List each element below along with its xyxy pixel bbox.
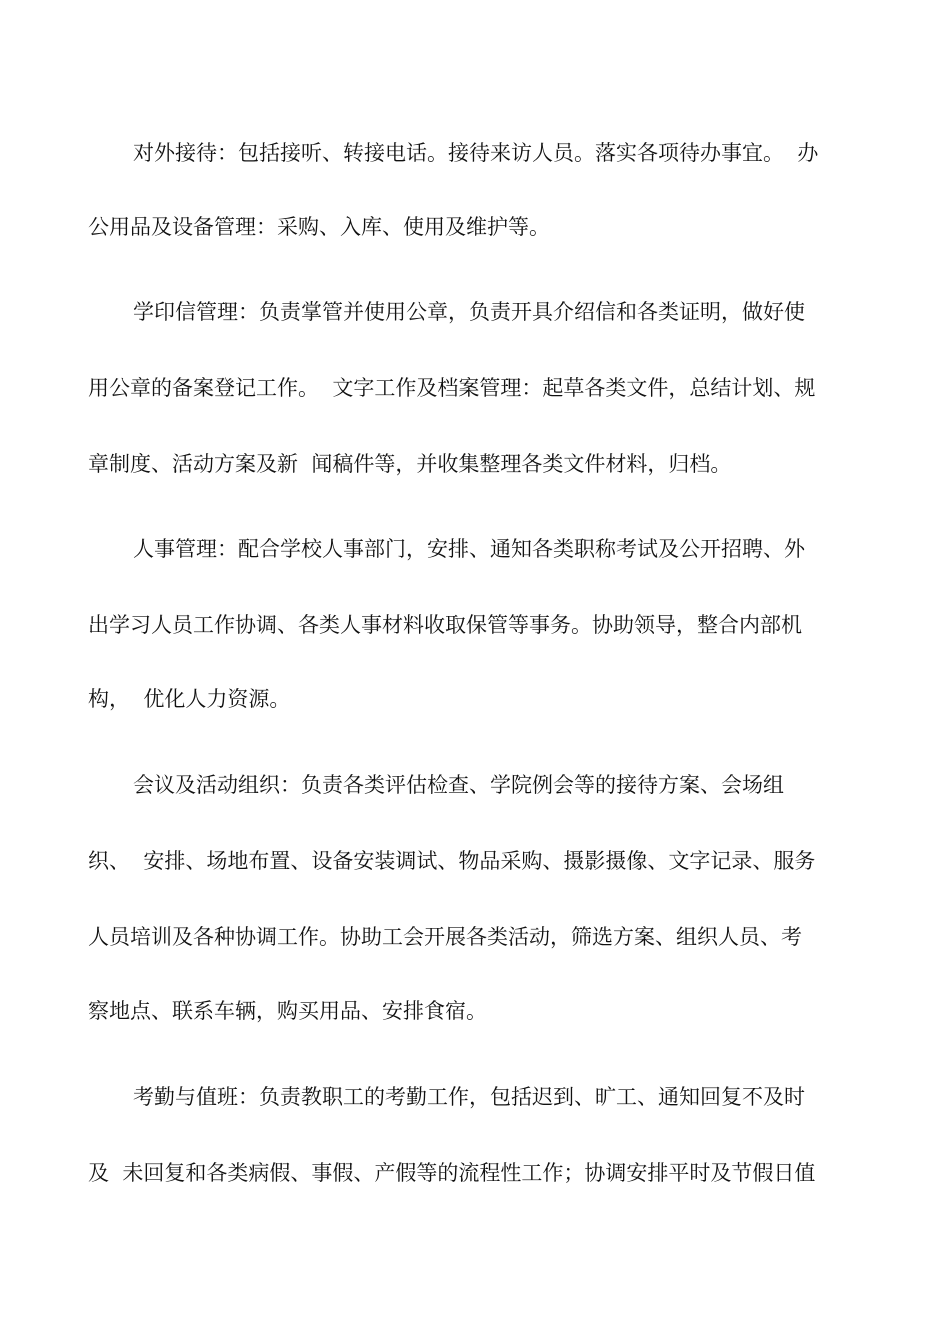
text-line: 用公章的备案登记工作。 文字工作及档案管理：起草各类文件，总结计划、规 [88,376,816,400]
text-line: 会议及活动组织：负责各类评估检查、学院例会等的接待方案、会场组 [133,773,784,797]
text-line: 对外接待：包括接听、转接电话。接待来访人员。落实各项待办事宜。 办 [133,141,819,165]
text-line: 构， 优化人力资源。 [88,687,291,711]
text-line: 出学习人员工作协调、各类人事材料收取保管等事务。协助领导，整合内部机 [88,613,802,637]
text-line: 人员培训及各种协调工作。协助工会开展各类活动，筛选方案、组织人员、考 [88,925,802,949]
text-line: 及 未回复和各类病假、事假、产假等的流程性工作；协调安排平时及节假日值 [88,1161,816,1185]
text-line: 公用品及设备管理：采购、入库、使用及维护等。 [88,215,550,239]
text-line: 学印信管理：负责掌管并使用公章，负责开具介绍信和各类证明，做好使 [133,300,805,324]
text-line: 织、 安排、场地布置、设备安装调试、物品采购、摄影摄像、文字记录、服务 [88,849,816,873]
text-line: 考勤与值班：负责教职工的考勤工作，包括迟到、旷工、通知回复不及时 [133,1085,805,1109]
text-line: 察地点、联系车辆，购买用品、安排食宿。 [88,999,487,1023]
text-line: 人事管理：配合学校人事部门，安排、通知各类职称考试及公开招聘、外 [133,537,805,561]
text-line: 章制度、活动方案及新 闻稿件等，并收集整理各类文件材料，归档。 [88,452,732,476]
